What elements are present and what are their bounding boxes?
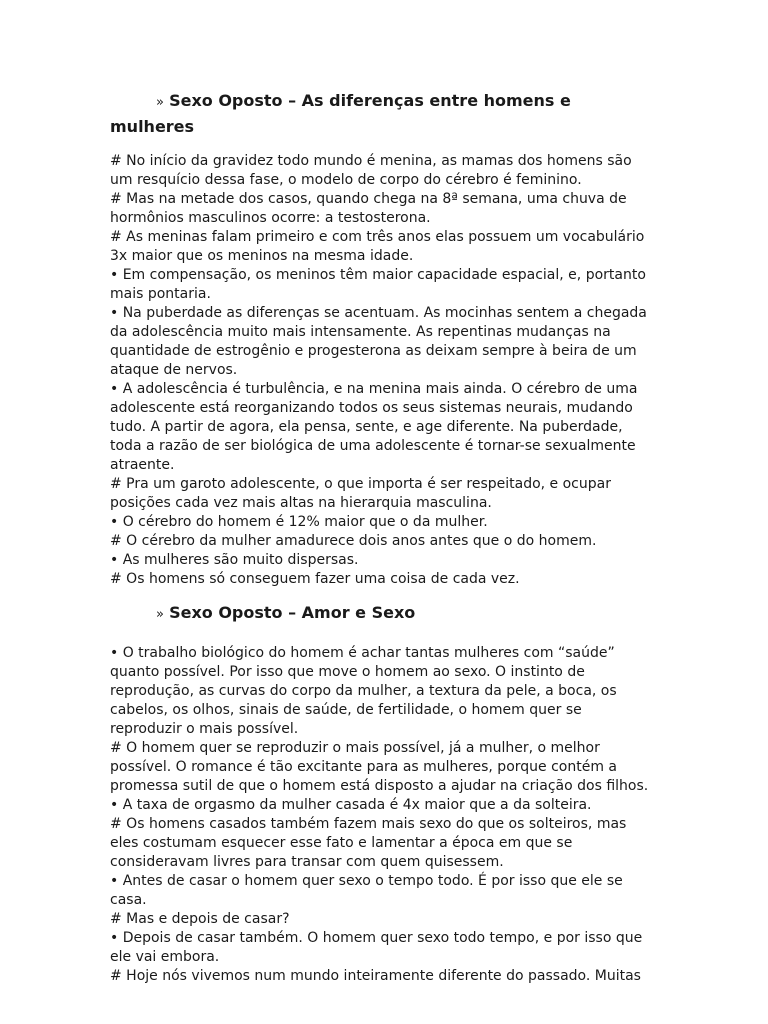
body-line: da adolescência muito mais intensamente. As repentinas mudanças na — [110, 324, 611, 340]
body-line: # Hoje nós vivemos num mundo inteiramente diferente do passado. Muitas — [110, 968, 641, 984]
body-line: # Os homens só conseguem fazer uma coisa de cada vez. — [110, 571, 520, 587]
body-line: eles costumam esquecer esse fato e lamentar a época em que se — [110, 835, 573, 851]
body-line: • O trabalho biológico do homem é achar tantas mulheres com “saúde” — [110, 645, 615, 661]
body-line: hormônios masculinos ocorre: a testosterona. — [110, 210, 431, 226]
section-heading — [110, 601, 650, 627]
body-line: um resquício dessa fase, o modelo de corpo do cérebro é feminino. — [110, 172, 582, 188]
body-line: • A taxa de orgasmo da mulher casada é 4x maior que a da solteira. — [110, 797, 592, 813]
body-line: # O homem quer se reproduzir o mais possível, já a mulher, o melhor — [110, 740, 600, 756]
body-line: mais pontaria. — [110, 286, 211, 302]
body-line: reprodução, as curvas do corpo da mulher, a textura da pele, a boca, os — [110, 683, 617, 699]
raquo-icon: » — [156, 95, 164, 110]
body-line: • Na puberdade as diferenças se acentuam. As mocinhas sentem a chegada — [110, 305, 647, 321]
section-title: Sexo Oposto – Amor e Sexo — [169, 603, 416, 622]
body-line: promessa sutil de que o homem está disposto a ajudar na criação dos filhos. — [110, 778, 649, 794]
body-line: toda a razão de ser biológica de uma adolescente é tornar-se sexualmente — [110, 438, 636, 454]
body-line: # Mas e depois de casar? — [110, 911, 290, 927]
body-line: reproduzir o mais possível. — [110, 721, 299, 737]
body-line: 3x maior que os meninos na mesma idade. — [110, 248, 414, 264]
body-line: quantidade de estrogênio e progesterona as deixam sempre à beira de um — [110, 343, 637, 359]
body-line: # Mas na metade dos casos, quando chega na 8ª semana, uma chuva de — [110, 191, 627, 207]
body-line: atraente. — [110, 457, 175, 473]
body-line: # As meninas falam primeiro e com três anos elas possuem um vocabulário — [110, 229, 645, 245]
section-body — [110, 644, 670, 986]
body-line: cabelos, os olhos, sinais de saúde, de fertilidade, o homem quer se — [110, 702, 582, 718]
body-line: • A adolescência é turbulência, e na menina mais ainda. O cérebro de uma — [110, 381, 638, 397]
body-line: # No início da gravidez todo mundo é menina, as mamas dos homens são — [110, 153, 632, 169]
body-line: possível. O romance é tão excitante para as mulheres, porque contém a — [110, 759, 617, 775]
body-line: • Antes de casar o homem quer sexo o tempo todo. É por isso que ele se — [110, 873, 623, 889]
body-line: posições cada vez mais altas na hierarquia masculina. — [110, 495, 492, 511]
section-body — [110, 152, 670, 589]
body-line: quanto possível. Por isso que move o homem ao sexo. O instinto de — [110, 664, 585, 680]
body-line: • Em compensação, os meninos têm maior capacidade espacial, e, portanto — [110, 267, 646, 283]
body-line: ele vai embora. — [110, 949, 220, 965]
body-line: • O cérebro do homem é 12% maior que o da mulher. — [110, 514, 488, 530]
body-line: casa. — [110, 892, 147, 908]
body-line: # Pra um garoto adolescente, o que importa é ser respeitado, e ocupar — [110, 476, 611, 492]
body-line: consideravam livres para transar com quem quisessem. — [110, 854, 504, 870]
body-line: # O cérebro da mulher amadurece dois anos antes que o do homem. — [110, 533, 597, 549]
body-line: # Os homens casados também fazem mais sexo do que os solteiros, mas — [110, 816, 627, 832]
body-line: • As mulheres são muito dispersas. — [110, 552, 359, 568]
raquo-icon: » — [156, 607, 164, 622]
section-title: Sexo Oposto – As diferenças entre homens e mulheres — [110, 91, 571, 136]
section-heading — [110, 89, 650, 139]
body-line: • Depois de casar também. O homem quer sexo todo tempo, e por isso que — [110, 930, 643, 946]
body-line: ataque de nervos. — [110, 362, 238, 378]
body-line: tudo. A partir de agora, ela pensa, sente, e age diferente. Na puberdade, — [110, 419, 623, 435]
body-line: adolescente está reorganizando todos os seus sistemas neurais, mudando — [110, 400, 633, 416]
